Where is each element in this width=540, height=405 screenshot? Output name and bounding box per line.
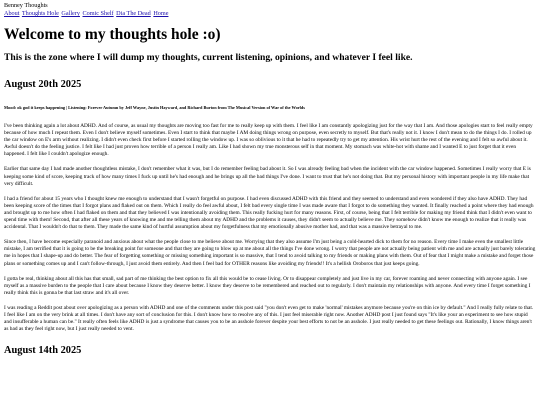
post-paragraph: Since then, I have become especially paranoid and anxious about what the people close to me believe about me. Worrying that they also assume I'm just being a cold-hearted dick to them for no reason. Every time I make even the smallest little mistake, I am terrified that it is going to be the breaking point for someone and that they are going to blow up at me about all the things I've done wrong. I worry that people are not actually being patient with me and are actually just barely tolerating me in hopes that I shape-up and do better. The fear of forgetting something or missing something important is so massive, that I tend to avoid talking to my friends or making plans with them. Out of fear that I might make a mistake and forget those plans or something comes up and I can't follow-through, I just avoid them entirely. And then I feel bad for OTHER reasons like avoiding my friends!! It's a hellish Oroboros that just keeps going. [4, 239, 536, 267]
post-paragraph: I've been thinking again a lot about ADHD. And of course, as usual my thoughts are moving too fast for me to really keep up with them. I feel like I am constantly apologizing just for the way that I am. And those apologies start to feel really empty because of how much I repeat them. Even I don't believe myself sometimes. Even I start to think that maybe I AM doing things wrong on purpose, even secretly to myself. But that's really not it. I know I don't mean to do the things I do. I rolled up the car window on E's arm without realizing. I didn't even check first before I started rolling the window up. I was so oblivious to it that he had to repeatedly try to get my attention. His wrist hurt the rest of the evening and I felt so awful about it. Awful doesn't do the feeling justice. I felt like I had just proven how terrible of a person I really am. Like I had shown my true monsterous self in that moment. My stomach was white-hot with shame and I wanted E to just forget that it even happened. I felt like I couldn't apologize enough. [4, 123, 533, 158]
post-paragraph: I had a friend for about 15 years who I thought knew me enough to understand that I wasn't forgetful on purpose. I had even discussed ADHD with this friend and they seemed to understand and even wondered if they also have ADHD. They had been keeping score of the times that I forgot plans and flaked out on them. Which I really do feel awful about, I felt bad every single time I was made aware that I forgot to do something they wanted. It finally reached a point where they had enough and brought up to me how often I had flaked on them and that they believed I was intentionally avoiding them. This really fucking hurt for many reasons. First, of course, being that I felt terrible for making my friend think that I didn't even want to spend time with them! Second, that after all these years of knowing me and me telling them about my ADHD and the problems it causes, they didn't seem to actually believe me. They somehow didn't know me enough to realize that it really was accidental. That I wouldn't do that to them. They made the same kind of hurtful assumption about my forgetfulness that my emotionally abusive mother had, and that was a massive betrayal to me. [4, 195, 534, 231]
post-paragraph: I gotta be real, thinking about all this has that small, sad part of me thinking the best option to fix all this would be to cease living. Or to disappear completely and just live in my car, forever roaming and never connecting with anyone again. I see myself as a massive burden to the people that I care about because I know they deserve better. I know they deserve to be remembered and reached out to regularly. I don't maintain my relationships with anyone. And every time I forget something I really think this is gonna be that last straw and it's all over. [4, 275, 531, 296]
blog-post [4, 345, 536, 357]
nav-link-thoughts-hole[interactable]: Thoughts Hole [21, 10, 59, 17]
nav-bar [4, 10, 536, 18]
post-date: August 20th 2025 [4, 79, 82, 90]
page-tagline: This is the zone where I will dump my thoughts, current listening, opinions, and whatever I feel like. [4, 52, 413, 63]
nav-link-dia-the-dead[interactable]: Dia The Dead [116, 10, 151, 17]
post-paragraph: Earlier that same day I had made another thoughtless mistake, I don't remember what it was, but I do remember feeling bad about it. So I was already feeling bad when the incident with the car window happened. Sometimes I really worry that E is keeping some kind of score, keeping track of how many times I fuck up until he's had enough and he brings up all the bad things I've done. I want to trust that he's not doing that. But my personal history with important people in my life make that very difficult. [4, 166, 531, 187]
site-title: Benney Thoughts [4, 2, 48, 9]
nav-link-about[interactable]: About [4, 10, 20, 17]
nav-link-home[interactable]: Home [153, 10, 169, 17]
post-mood-line: Mood: ok god it keeps happening | Listening: Forever Autumn by Jeff Wayne, Justin Hayward, and Richard Burton from The Musical Version of War of the Worlds [4, 105, 305, 110]
nav-link-comic-shelf[interactable]: Comic Shelf [82, 10, 114, 17]
nav-link-gallery[interactable]: Gallery [61, 10, 80, 17]
blog-post [4, 79, 536, 333]
post-paragraph: I was reading a Reddit post about over apologizing as a person with ADHD and one of the comments under this post said "you don't even get to make 'normal' mistakes anymore because you're on thin ice by default." And I really fully relate to that. I feel like I am on the very brink at all times. I don't have any sort of conclusion for this. I don't know how to resolve any of this. I just feel miserable right now. Another ADHD post I just found says "It's like your an experiment to see how stupid and insufferable a human can be." It really often feels like ADHD is just a syndrome that causes you to be an asshole forever despite your best efforts to not be an asshole. I just really needed to get these feelings out. Rationally, I know things aren't as bad as they feel right now, but I just really needed to vent. [4, 304, 534, 333]
page-title: Welcome to my thoughts hole :o) [4, 26, 221, 43]
post-date: August 14th 2025 [4, 345, 82, 357]
